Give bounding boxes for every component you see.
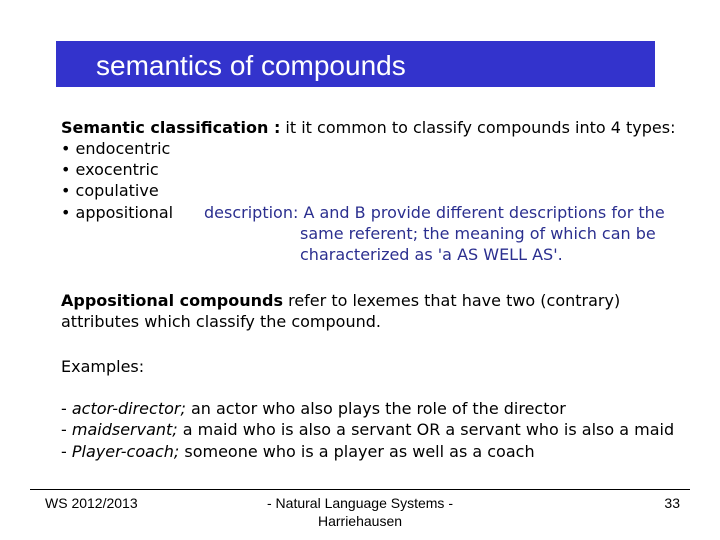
example-term: Player-coach; bbox=[71, 442, 180, 461]
example-gloss: a maid who is also a servant OR a servant who is also a maid bbox=[177, 420, 675, 439]
type-endocentric: • endocentric bbox=[61, 139, 171, 158]
appositional-term: Appositional compounds bbox=[61, 291, 284, 310]
description-line-1: description: A and B provide different descriptions for the bbox=[204, 203, 665, 222]
example-term: maidservant; bbox=[71, 420, 178, 439]
type-exocentric: • exocentric bbox=[61, 160, 159, 179]
example-item bbox=[61, 398, 566, 419]
footer-semester: WS 2012/2013 bbox=[45, 495, 138, 511]
classification-heading-bold: Semantic classification : bbox=[61, 118, 281, 137]
classification-heading-rest: it it common to classify compounds into 4 types: bbox=[280, 118, 676, 137]
appositional-definition-rest: refer to lexemes that have two (contrary) bbox=[283, 291, 621, 310]
example-item bbox=[61, 419, 674, 440]
appositional-definition-line-2: attributes which classify the compound. bbox=[61, 312, 381, 331]
footer-course bbox=[240, 494, 480, 530]
example-gloss: an actor who also plays the role of the director bbox=[185, 399, 566, 418]
example-gloss: someone who is a player as well as a coach bbox=[179, 442, 535, 461]
example-dash: - bbox=[61, 420, 72, 439]
description-line-2: same referent; the meaning of which can be bbox=[300, 224, 656, 243]
example-item bbox=[61, 441, 535, 462]
title-bar bbox=[56, 41, 655, 87]
type-copulative: • copulative bbox=[61, 181, 159, 200]
description-line-3: characterized as 'a AS WELL AS'. bbox=[300, 245, 563, 264]
example-dash: - bbox=[61, 442, 72, 461]
slide-title: semantics of compounds bbox=[96, 50, 406, 81]
page-number: 33 bbox=[664, 495, 680, 511]
footer-course-line-2: Harriehausen bbox=[317, 513, 403, 529]
footer-course-line-1: - Natural Language Systems - bbox=[267, 495, 453, 511]
type-appositional: • appositional bbox=[61, 203, 174, 222]
examples-label: Examples: bbox=[61, 357, 145, 376]
appositional-definition-line-1 bbox=[61, 290, 620, 311]
example-term: actor-director; bbox=[71, 399, 186, 418]
example-dash: - bbox=[61, 399, 72, 418]
footer-divider bbox=[30, 489, 690, 490]
classification-heading bbox=[61, 117, 675, 138]
